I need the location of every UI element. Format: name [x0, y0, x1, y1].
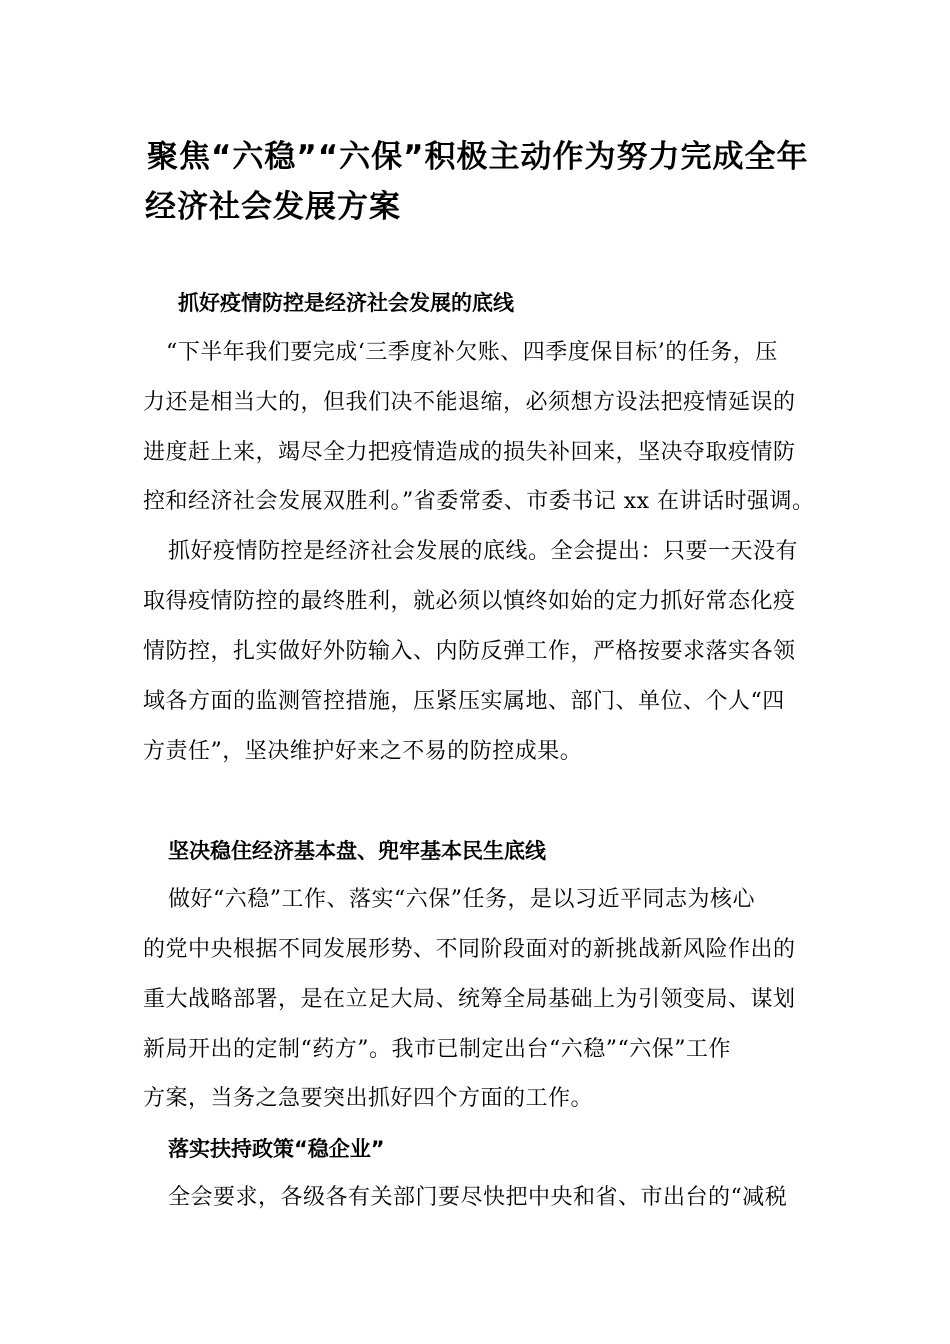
paragraph-line: 情防控，扎实做好外防输入、内防反弹工作，严格按要求落实各领: [143, 639, 796, 664]
paragraph-line: 抓好疫情防控是经济社会发展的底线。全会提出：只要一天没有: [168, 539, 799, 564]
section-heading-1: 抓好疫情防控是经济社会发展的底线: [178, 291, 514, 315]
section-heading-2: 坚决稳住经济基本盘、兜牢基本民生底线: [168, 839, 546, 863]
paragraph-line: 控和经济社会发展双胜利。”省委常委、市委书记 xx 在讲话时强调。: [143, 489, 815, 514]
paragraph-line: 新局开出的定制“药方”。我市已制定出台“六稳”“六保”工作: [143, 1037, 731, 1062]
document-title-line-2: 经济社会发展方案: [145, 189, 401, 225]
paragraph-line: 方责任”，坚决维护好来之不易的防控成果。: [143, 739, 583, 764]
paragraph-line: 取得疫情防控的最终胜利，就必须以慎终如始的定力抓好常态化疫: [143, 589, 796, 614]
paragraph-line: 重大战略部署，是在立足大局、统筹全局基础上为引领变局、谋划: [143, 987, 796, 1012]
paragraph-line: 进度赶上来，竭尽全力把疫情造成的损失补回来，坚决夺取疫情防: [143, 440, 796, 465]
paragraph-line: 的党中央根据不同发展形势、不同阶段面对的新挑战新风险作出的: [143, 937, 796, 962]
paragraph-line: 做好“六稳”工作、落实“六保”任务，是以习近平同志为核心: [168, 887, 755, 912]
paragraph-line: 方案，当务之急要突出抓好四个方面的工作。: [143, 1086, 594, 1111]
paragraph-line: 域各方面的监测管控措施，压紧压实属地、部门、单位、个人“四: [143, 689, 785, 714]
section-heading-3: 落实扶持政策“稳企业”: [168, 1137, 385, 1161]
paragraph-line: “下半年我们要完成‘三季度补欠账、四季度保目标’的任务，压: [166, 340, 778, 365]
paragraph-line: 全会要求，各级各有关部门要尽快把中央和省、市出台的“减税: [168, 1185, 788, 1210]
paragraph-line: 力还是相当大的，但我们决不能退缩，必须想方设法把疫情延误的: [143, 390, 796, 415]
document-title-line-1: 聚焦“六稳”“六保”积极主动作为努力完成全年: [147, 139, 809, 175]
